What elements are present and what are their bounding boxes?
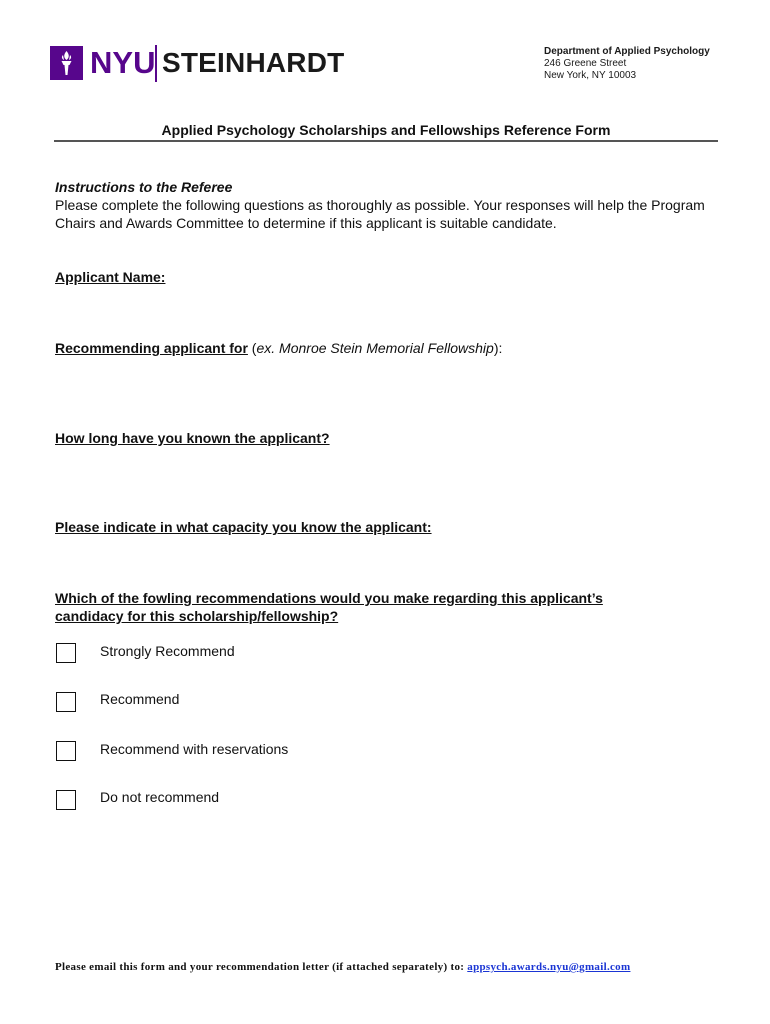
- option-label-strongly-recommend: Strongly Recommend: [100, 643, 235, 659]
- logo-divider: [155, 45, 157, 82]
- capacity-question: Please indicate in what capacity you know the applicant:: [55, 519, 432, 535]
- recommending-for-open: (: [247, 340, 257, 356]
- form-title: Applied Psychology Scholarships and Fellowships Reference Form: [161, 122, 611, 138]
- logo-steinhardt-text: STEINHARDT: [162, 47, 345, 78]
- checkbox-strongly-recommend[interactable]: [56, 643, 76, 663]
- instructions-text: Please complete the following questions as thoroughly as possible. Your responses will help the Program Chairs and Awards Committee to determine if this applicant is suitable candidate.: [55, 197, 705, 231]
- instructions-heading: Instructions to the Referee: [55, 179, 233, 195]
- department-name: Department of Applied Psychology: [544, 46, 710, 57]
- address-city: New York, NY 10003: [544, 70, 637, 81]
- option-label-recommend-with-reservations: Recommend with reservations: [100, 741, 289, 757]
- footer-text: Please email this form and your recommendation letter (if attached separately) to:: [55, 961, 468, 973]
- recommendation-question-line1: Which of the fowling recommendations would you make regarding this applicant’s: [55, 590, 603, 606]
- footer-email-link[interactable]: appsych.awards.nyu@gmail.com: [467, 961, 631, 973]
- applicant-name-label: Applicant Name:: [55, 269, 166, 285]
- recommending-for-label: Recommending applicant for: [55, 340, 248, 356]
- option-label-recommend: Recommend: [100, 691, 180, 707]
- title-divider: [54, 140, 718, 142]
- checkbox-recommend-with-reservations[interactable]: [56, 741, 76, 761]
- checkbox-recommend[interactable]: [56, 692, 76, 712]
- recommending-for-close: ):: [493, 340, 503, 356]
- recommending-for-example: ex. Monroe Stein Memorial Fellowship: [256, 340, 494, 356]
- department-address: [544, 46, 710, 82]
- option-label-do-not-recommend: Do not recommend: [100, 789, 220, 805]
- logo-nyu-text: NYU: [90, 45, 156, 80]
- recommendation-question-line2: candidacy for this scholarship/fellowship?: [55, 608, 339, 624]
- address-street: 246 Greene Street: [544, 58, 627, 69]
- known-duration-question: How long have you known the applicant?: [55, 430, 330, 446]
- recommending-for-question: [55, 339, 502, 357]
- checkbox-do-not-recommend[interactable]: [56, 790, 76, 810]
- torch-icon: [50, 46, 83, 80]
- footer-instructions: [55, 960, 630, 974]
